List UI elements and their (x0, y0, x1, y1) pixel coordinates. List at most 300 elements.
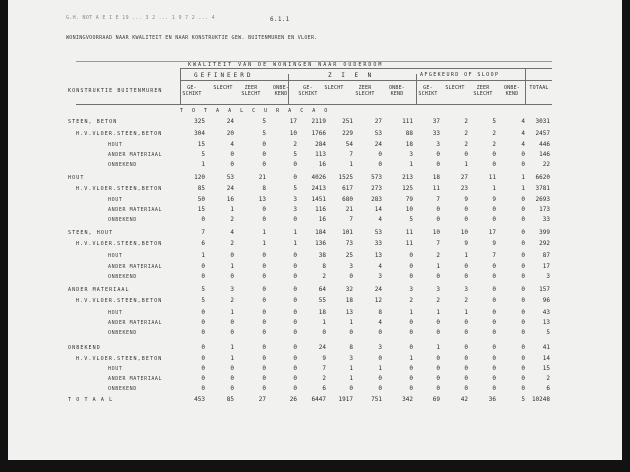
table-cell: 0 (409, 252, 413, 259)
table-cell: 111 (402, 118, 413, 125)
table-cell: 184 (315, 229, 326, 236)
row-label: H.V.VLOER.STEEN,BETON (76, 298, 163, 304)
table-cell: 37 (432, 118, 440, 125)
table-cell: 27 (374, 118, 382, 125)
table-subtitle: WONINGVOORRAAD NAAR KWALITEIT EN NAAR KONSTRUKTIE GEW. BUITENMUREN EN VLOER. (66, 35, 318, 41)
table-cell: 1 (378, 365, 382, 372)
table-cell: 1 (293, 240, 297, 247)
column-header: GE-SCHIKT (418, 85, 438, 97)
table-cell: 3 (378, 344, 382, 351)
row-label: HOUT (108, 310, 123, 316)
table-cell: 1 (409, 309, 413, 316)
table-cell: 6447 (311, 396, 326, 403)
header-bottom-rule (76, 104, 552, 105)
table-cell: 0 (293, 344, 297, 351)
table-cell: 1 (230, 206, 234, 213)
table-cell: 87 (542, 252, 550, 259)
row-label: ONBEKEND (108, 274, 137, 280)
group-afgekeurd: AFGEKEURD OF SLOOP (420, 72, 500, 78)
table-cell: 2 (322, 375, 326, 382)
table-cell: 0 (521, 252, 525, 259)
table-cell: 1 (230, 263, 234, 270)
row-label: HOUT (108, 253, 123, 259)
table-cell: 213 (402, 174, 413, 181)
row-label: ONBEKEND (108, 330, 137, 336)
table-cell: 0 (409, 329, 413, 336)
table-cell: 8 (262, 185, 266, 192)
table-cell: 0 (293, 297, 297, 304)
table-cell: 3 (436, 141, 440, 148)
table-cell: 0 (464, 216, 468, 223)
table-cell: 0 (492, 273, 496, 280)
table-cell: 0 (521, 273, 525, 280)
table-cell: 113 (315, 151, 326, 158)
row-label: HOUT (108, 197, 123, 203)
table-cell: 3 (436, 286, 440, 293)
table-cell: 3 (230, 286, 234, 293)
table-cell: 0 (492, 355, 496, 362)
table-cell: 0 (436, 385, 440, 392)
table-cell: 0 (492, 309, 496, 316)
table-cell: 18 (405, 141, 413, 148)
table-cell: 5 (201, 297, 205, 304)
table-cell: 1 (201, 161, 205, 168)
group-gefineerd: GEFINEERD (194, 72, 254, 79)
table-cell: 13 (258, 196, 266, 203)
row-label: ANDER MATERIAAL (108, 320, 163, 326)
table-cell: 1 (322, 319, 326, 326)
table-cell: 0 (293, 319, 297, 326)
table-cell: 453 (194, 396, 205, 403)
table-cell: 0 (378, 329, 382, 336)
table-cell: 3 (293, 196, 297, 203)
table-cell: 2 (546, 375, 550, 382)
table-cell: 0 (492, 319, 496, 326)
table-cell: 0 (201, 273, 205, 280)
column-header: ZEER SLECHT (241, 85, 261, 97)
table-cell: 125 (402, 185, 413, 192)
table-cell: 0 (464, 329, 468, 336)
table-cell: 21 (258, 174, 266, 181)
row-label: ANDER MATERIAAL (108, 207, 163, 213)
row-label: T O T A A L (68, 397, 114, 403)
table-cell: 10 (405, 206, 413, 213)
table-cell: 0 (464, 263, 468, 270)
table-cell: 1 (409, 355, 413, 362)
table-cell: 13 (374, 252, 382, 259)
table-cell: 27 (460, 174, 468, 181)
table-cell: 0 (521, 196, 525, 203)
table-cell: 8 (322, 263, 326, 270)
column-header: SLECHT (445, 85, 465, 91)
table-cell: 0 (262, 263, 266, 270)
table-cell: 0 (293, 309, 297, 316)
table-cell: 0 (521, 297, 525, 304)
table-cell: 9 (492, 196, 496, 203)
table-cell: 0 (492, 385, 496, 392)
table-cell: 3 (293, 206, 297, 213)
table-cell: 0 (492, 286, 496, 293)
table-cell: 251 (342, 118, 353, 125)
table-cell: 0 (230, 252, 234, 259)
row-label: H.V.VLOER.STEEN,BETON (76, 131, 163, 137)
table-cell: 617 (342, 185, 353, 192)
table-cell: 116 (315, 206, 326, 213)
table-cell: 7 (201, 229, 205, 236)
table-cell: 43 (542, 309, 550, 316)
table-cell: 27 (258, 396, 266, 403)
table-cell: 11 (405, 229, 413, 236)
table-cell: 0 (378, 355, 382, 362)
table-cell: 0 (262, 161, 266, 168)
table-cell: 4 (230, 141, 234, 148)
table-cell: 2 (464, 130, 468, 137)
table-cell: 0 (262, 329, 266, 336)
table-cell: 0 (436, 206, 440, 213)
row-label: STEEN, HOUT (68, 230, 114, 236)
table-cell: 0 (201, 319, 205, 326)
table-cell: 0 (436, 161, 440, 168)
row-label: ANDER MATERIAAL (108, 376, 163, 382)
row-label: ONBEKEND (108, 217, 137, 223)
table-cell: 0 (492, 151, 496, 158)
table-cell: 325 (194, 118, 205, 125)
table-cell: 0 (262, 151, 266, 158)
table-cell: 3031 (535, 118, 550, 125)
table-cell: 1 (262, 229, 266, 236)
table-cell: 10248 (531, 396, 550, 403)
table-cell: 88 (405, 130, 413, 137)
row-label: HOUT (108, 142, 123, 148)
table-cell: 1 (230, 344, 234, 351)
table-cell: 53 (374, 130, 382, 137)
table-cell: 1 (349, 365, 353, 372)
table-cell: 5 (492, 118, 496, 125)
table-cell: 15 (197, 141, 205, 148)
column-header-rule (180, 80, 552, 81)
table-cell: 1 (436, 344, 440, 351)
table-cell: 0 (262, 319, 266, 326)
group-zien: Z I E N (328, 72, 375, 79)
table-cell: 0 (492, 161, 496, 168)
section-title: T O T A A L C U R A C A O (180, 108, 331, 114)
table-cell: 10 (432, 229, 440, 236)
header-code: G.H. NOT A E I E 19 ... 3 2 ... 1 9 7 2 ... 4 (66, 15, 215, 21)
table-cell: 573 (371, 174, 382, 181)
table-cell: 0 (262, 273, 266, 280)
table-cell: 10 (460, 229, 468, 236)
table-cell: 4 (378, 263, 382, 270)
group-header-rule (180, 68, 552, 69)
table-cell: 0 (293, 365, 297, 372)
table-cell: 8 (349, 344, 353, 351)
table-cell: 0 (293, 375, 297, 382)
table-cell: 4 (378, 216, 382, 223)
table-cell: 0 (293, 286, 297, 293)
table-cell: 0 (492, 344, 496, 351)
table-cell: 2 (409, 297, 413, 304)
column-header: ONBE-KEND (272, 85, 290, 97)
table-cell: 5 (201, 286, 205, 293)
table-cell: 283 (371, 196, 382, 203)
table-cell: 0 (492, 297, 496, 304)
table-cell: 53 (226, 174, 234, 181)
table-cell: 0 (521, 329, 525, 336)
table-cell: 0 (262, 286, 266, 293)
table-cell: 6 (322, 385, 326, 392)
table-cell: 13 (345, 309, 353, 316)
table-cell: 24 (374, 286, 382, 293)
table-cell: 0 (349, 385, 353, 392)
table-cell: 0 (521, 216, 525, 223)
table-cell: 9 (464, 196, 468, 203)
table-cell: 0 (378, 385, 382, 392)
table-cell: 15 (197, 206, 205, 213)
table-cell: 0 (409, 319, 413, 326)
column-header: SLECHT (213, 85, 233, 91)
table-cell: 0 (262, 297, 266, 304)
table-cell: 73 (345, 240, 353, 247)
table-cell: 0 (293, 355, 297, 362)
table-cell: 54 (345, 141, 353, 148)
table-cell: 0 (262, 309, 266, 316)
row-label: ONBEKEND (68, 345, 101, 351)
row-label: H.V.VLOER.STEEN,BETON (76, 186, 163, 192)
table-cell: 2119 (311, 118, 326, 125)
table-cell: 1 (230, 309, 234, 316)
table-cell: 12 (374, 297, 382, 304)
row-label: ANDER MATERIAAL (108, 152, 163, 158)
table-cell: 0 (293, 273, 297, 280)
row-label: ANDER MATERIAAL (108, 264, 163, 270)
table-cell: 173 (539, 206, 550, 213)
row-label: ANDER MATERIAAL (68, 287, 130, 293)
table-cell: 0 (293, 263, 297, 270)
table-cell: 5 (201, 151, 205, 158)
table-cell: 292 (539, 240, 550, 247)
row-label: HOUT (108, 366, 123, 372)
row-label: STEEN, BETON (68, 119, 118, 125)
table-cell: 0 (409, 375, 413, 382)
table-cell: 3781 (535, 185, 550, 192)
column-header: GE-SCHIKT (298, 85, 318, 97)
table-cell: 20 (226, 130, 234, 137)
table-cell: 0 (322, 329, 326, 336)
table-cell: 446 (539, 141, 550, 148)
table-cell: 751 (371, 396, 382, 403)
table-cell: 1525 (338, 174, 353, 181)
table-cell: 85 (226, 396, 234, 403)
table-cell: 0 (262, 216, 266, 223)
table-cell: 0 (262, 206, 266, 213)
table-cell: 229 (342, 130, 353, 137)
table-cell: 0 (492, 263, 496, 270)
table-cell: 21 (345, 206, 353, 213)
table-cell: 18 (432, 174, 440, 181)
table-cell: 9 (492, 240, 496, 247)
table-cell: 4 (521, 130, 525, 137)
table-cell: 1 (230, 355, 234, 362)
table-cell: 0 (262, 344, 266, 351)
table-cell: 18 (345, 297, 353, 304)
table-cell: 0 (436, 319, 440, 326)
table-cell: 0 (230, 329, 234, 336)
table-cell: 0 (521, 365, 525, 372)
table-cell: 0 (492, 216, 496, 223)
table-cell: 0 (521, 375, 525, 382)
table-cell: 0 (464, 375, 468, 382)
table-cell: 0 (230, 319, 234, 326)
table-cell: 0 (201, 385, 205, 392)
table-cell: 14 (374, 206, 382, 213)
table-cell: 0 (521, 161, 525, 168)
table-cell: 3 (378, 273, 382, 280)
table-cell: 79 (405, 196, 413, 203)
table-number: 6.1.1 (270, 16, 290, 23)
table-cell: 13 (542, 319, 550, 326)
table-cell: 1 (464, 309, 468, 316)
table-cell: 4 (230, 229, 234, 236)
table-cell: 0 (521, 286, 525, 293)
table-cell: 5 (546, 329, 550, 336)
row-label: H.V.VLOER.STEEN,BETON (76, 356, 163, 362)
table-cell: 2 (464, 141, 468, 148)
table-cell: 3 (349, 355, 353, 362)
table-cell: 0 (521, 263, 525, 270)
document-page (8, 0, 622, 460)
table-cell: 55 (318, 297, 326, 304)
table-cell: 42 (460, 396, 468, 403)
table-cell: 0 (230, 161, 234, 168)
table-cell: 5 (521, 396, 525, 403)
table-cell: 0 (521, 355, 525, 362)
table-cell: 8 (378, 309, 382, 316)
table-cell: 41 (542, 344, 550, 351)
table-cell: 6620 (535, 174, 550, 181)
table-cell: 0 (464, 365, 468, 372)
table-cell: 0 (464, 344, 468, 351)
table-cell: 3 (409, 151, 413, 158)
table-cell: 7 (349, 151, 353, 158)
table-cell: 2457 (535, 130, 550, 137)
table-cell: 273 (371, 185, 382, 192)
table-cell: 0 (492, 365, 496, 372)
table-cell: 6 (546, 385, 550, 392)
column-header: ONBE-KEND (503, 85, 521, 97)
table-cell: 2 (436, 297, 440, 304)
table-cell: 17 (289, 118, 297, 125)
table-cell: 0 (293, 385, 297, 392)
table-cell: 16 (318, 161, 326, 168)
table-cell: 5 (409, 216, 413, 223)
table-cell: 0 (230, 365, 234, 372)
table-cell: 36 (488, 396, 496, 403)
table-cell: 0 (349, 273, 353, 280)
table-cell: 0 (521, 206, 525, 213)
table-cell: 0 (262, 141, 266, 148)
table-cell: 284 (315, 141, 326, 148)
table-cell: 7 (349, 216, 353, 223)
table-cell: 0 (521, 229, 525, 236)
table-cell: 0 (436, 151, 440, 158)
table-cell: 0 (409, 273, 413, 280)
table-cell: 2693 (535, 196, 550, 203)
table-cell: 0 (521, 385, 525, 392)
table-cell: 136 (315, 240, 326, 247)
table-cell: 2 (293, 141, 297, 148)
row-label: HOUT (68, 175, 85, 181)
table-cell: 4 (521, 141, 525, 148)
table-cell: 0 (201, 329, 205, 336)
table-cell: 1451 (311, 196, 326, 203)
column-header: SLECHT (324, 85, 344, 91)
table-cell: 0 (262, 365, 266, 372)
table-cell: 0 (293, 329, 297, 336)
table-cell: 0 (436, 365, 440, 372)
table-cell: 2413 (311, 185, 326, 192)
table-cell: 2 (464, 118, 468, 125)
table-cell: 0 (262, 355, 266, 362)
row-label: ONBEKEND (108, 162, 137, 168)
table-cell: 0 (293, 252, 297, 259)
table-cell: 0 (436, 329, 440, 336)
table-cell: 2 (230, 240, 234, 247)
table-cell: 96 (542, 297, 550, 304)
table-cell: 2 (230, 216, 234, 223)
table-cell: 680 (342, 196, 353, 203)
table-cell: 0 (436, 355, 440, 362)
table-cell: 24 (226, 185, 234, 192)
group-header: KWALITEIT VAN DE WONINGEN NAAR OUDERDOM (188, 62, 384, 68)
table-cell: 4 (521, 118, 525, 125)
row-label: H.V.VLOER.STEEN,BETON (76, 241, 163, 247)
table-cell: 10 (289, 130, 297, 137)
table-cell: 0 (230, 273, 234, 280)
table-cell: 0 (378, 161, 382, 168)
table-cell: 0 (230, 151, 234, 158)
table-cell: 0 (464, 385, 468, 392)
table-cell: 0 (464, 319, 468, 326)
table-cell: 399 (539, 229, 550, 236)
table-cell: 22 (542, 161, 550, 168)
table-cell: 11 (488, 174, 496, 181)
table-cell: 9 (464, 240, 468, 247)
table-cell: 2 (464, 297, 468, 304)
table-cell: 24 (374, 141, 382, 148)
table-cell: 1 (436, 309, 440, 316)
table-cell: 0 (262, 375, 266, 382)
table-cell: 50 (197, 196, 205, 203)
table-cell: 0 (201, 263, 205, 270)
table-cell: 0 (492, 206, 496, 213)
table-cell: 0 (201, 365, 205, 372)
table-cell: 0 (378, 375, 382, 382)
table-cell: 1 (262, 240, 266, 247)
column-header: ZEER SLECHT (473, 85, 493, 97)
table-cell: 5 (262, 118, 266, 125)
table-cell: 11 (432, 185, 440, 192)
table-cell: 0 (262, 252, 266, 259)
table-cell: 32 (345, 286, 353, 293)
table-cell: 0 (521, 151, 525, 158)
table-cell: 2 (230, 297, 234, 304)
column-header: GE-SCHIKT (182, 85, 202, 97)
table-cell: 0 (464, 273, 468, 280)
row-header: KONSTRUKTIE BUITENMUREN (68, 88, 163, 94)
table-cell: 304 (194, 130, 205, 137)
table-cell: 33 (374, 240, 382, 247)
table-cell: 0 (409, 263, 413, 270)
